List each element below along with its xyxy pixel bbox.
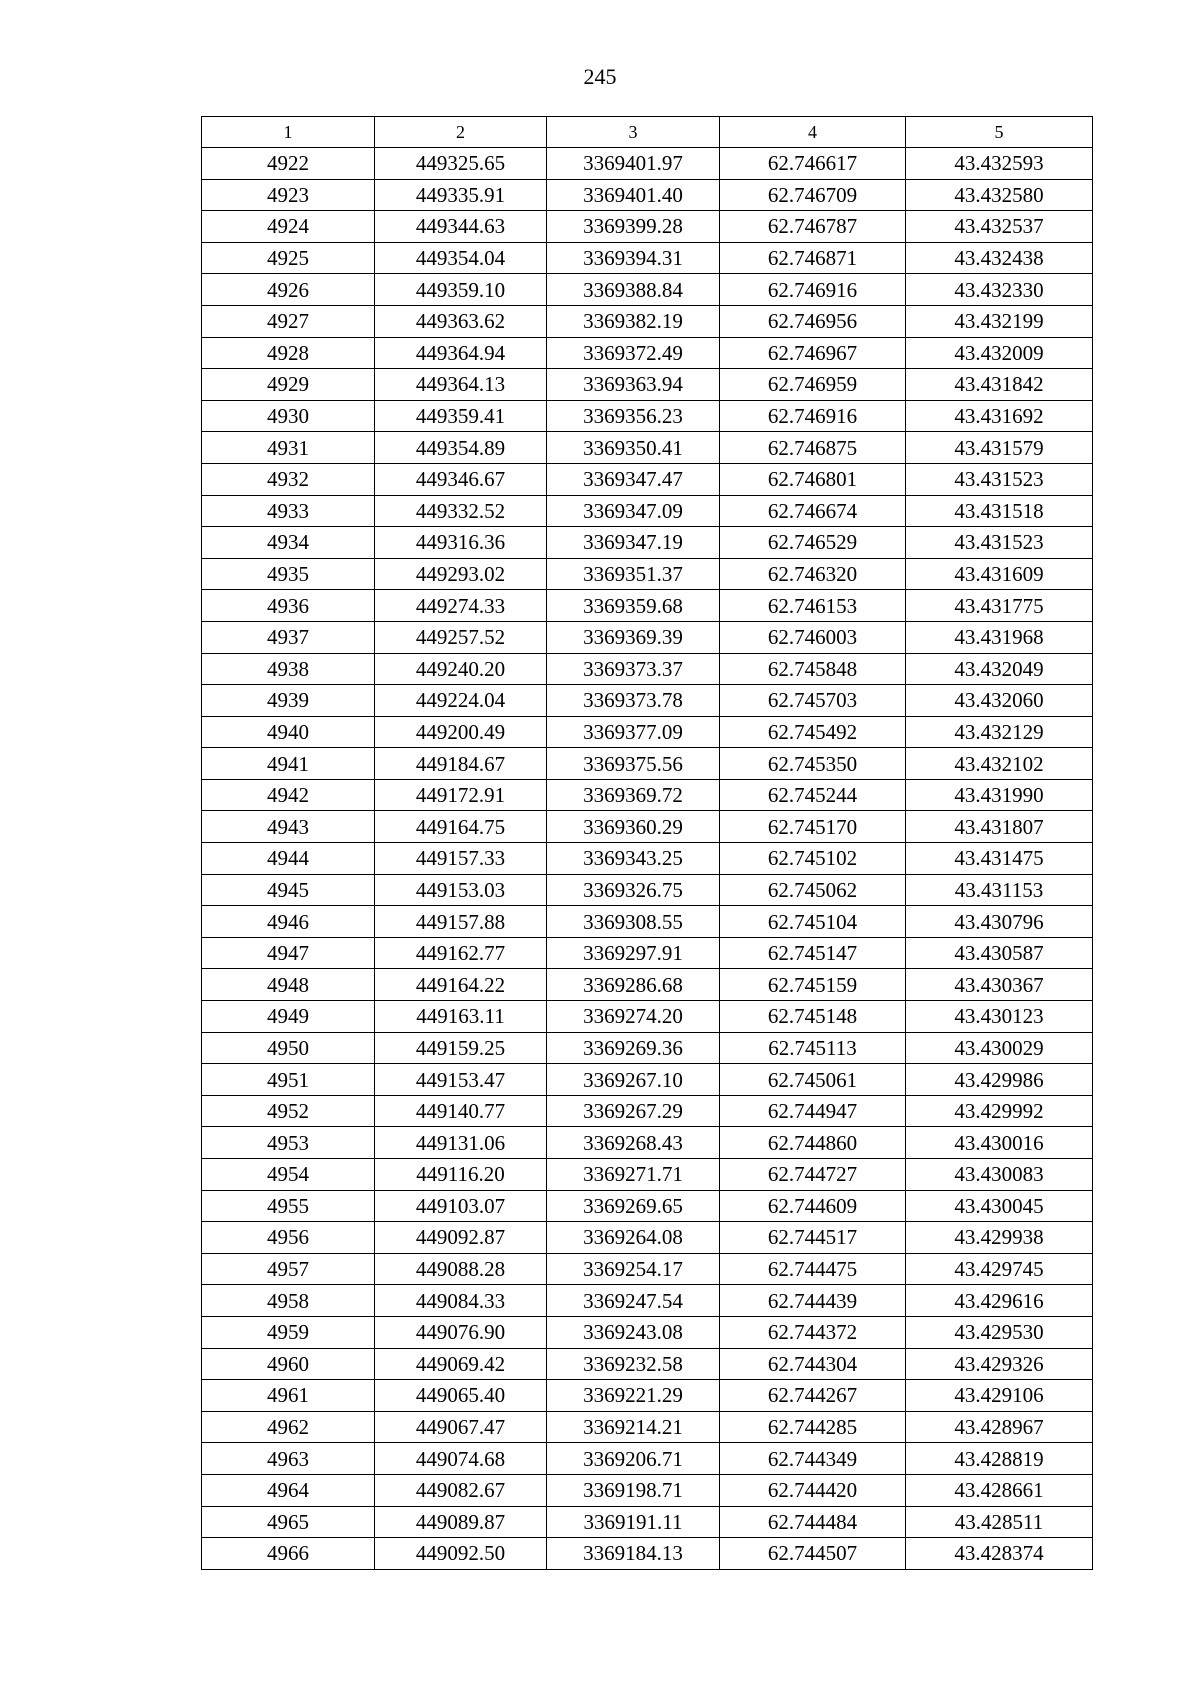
table-cell: 3369232.58 [547, 1348, 720, 1380]
table-cell: 43.431609 [906, 558, 1093, 590]
table-cell: 449164.75 [375, 811, 547, 843]
table-cell: 449103.07 [375, 1190, 547, 1222]
table-cell: 3369206.71 [547, 1443, 720, 1475]
table-cell: 62.744609 [720, 1190, 906, 1222]
table-cell: 43.428511 [906, 1506, 1093, 1538]
table-cell: 43.430367 [906, 969, 1093, 1001]
table-cell: 62.746674 [720, 495, 906, 527]
table-row [202, 1316, 1093, 1348]
table-cell: 3369373.78 [547, 685, 720, 717]
table-cell: 3369401.97 [547, 148, 720, 180]
table-cell: 62.745062 [720, 874, 906, 906]
table-row [202, 432, 1093, 464]
table-cell: 449359.10 [375, 274, 547, 306]
table-cell: 3369247.54 [547, 1285, 720, 1317]
table-cell: 449335.91 [375, 179, 547, 211]
table-row [202, 1253, 1093, 1285]
table-row [202, 811, 1093, 843]
table-row [202, 495, 1093, 527]
table-cell: 449153.47 [375, 1064, 547, 1096]
table-cell: 43.431475 [906, 843, 1093, 875]
table-cell: 62.746003 [720, 621, 906, 653]
table-cell: 4943 [202, 811, 375, 843]
table-cell: 43.430796 [906, 906, 1093, 938]
table-cell: 43.428374 [906, 1538, 1093, 1570]
table-cell: 4931 [202, 432, 375, 464]
table-cell: 449140.77 [375, 1095, 547, 1127]
table-cell: 3369297.91 [547, 937, 720, 969]
table-cell: 449344.63 [375, 211, 547, 243]
table-cell: 62.745244 [720, 779, 906, 811]
table-cell: 62.745147 [720, 937, 906, 969]
table-cell: 3369372.49 [547, 337, 720, 369]
table-cell: 43.430029 [906, 1032, 1093, 1064]
table-cell: 4957 [202, 1253, 375, 1285]
table-cell: 62.746956 [720, 305, 906, 337]
table-cell: 62.745061 [720, 1064, 906, 1096]
table-row [202, 305, 1093, 337]
table-cell: 62.746875 [720, 432, 906, 464]
table-cell: 43.432593 [906, 148, 1093, 180]
table-cell: 3369274.20 [547, 1001, 720, 1033]
table-cell: 4924 [202, 211, 375, 243]
table-cell: 449162.77 [375, 937, 547, 969]
table-cell: 449163.11 [375, 1001, 547, 1033]
table-cell: 3369373.37 [547, 653, 720, 685]
table-cell: 43.431692 [906, 400, 1093, 432]
table-cell: 3369401.40 [547, 179, 720, 211]
table-cell: 449131.06 [375, 1127, 547, 1159]
table-cell: 3369254.17 [547, 1253, 720, 1285]
table-cell: 43.432060 [906, 685, 1093, 717]
table-cell: 62.744349 [720, 1443, 906, 1475]
table-cell: 449157.33 [375, 843, 547, 875]
table-cell: 3369382.19 [547, 305, 720, 337]
table-cell: 4942 [202, 779, 375, 811]
table-cell: 43.430016 [906, 1127, 1093, 1159]
table-cell: 449092.87 [375, 1222, 547, 1254]
table-cell: 449116.20 [375, 1159, 547, 1191]
table-cell: 4948 [202, 969, 375, 1001]
table-row [202, 590, 1093, 622]
table-cell: 43.431842 [906, 369, 1093, 401]
table-cell: 449084.33 [375, 1285, 547, 1317]
table-cell: 3369350.41 [547, 432, 720, 464]
table-cell: 62.744475 [720, 1253, 906, 1285]
table-cell: 62.745102 [720, 843, 906, 875]
table-cell: 449257.52 [375, 621, 547, 653]
table-cell: 62.744420 [720, 1474, 906, 1506]
table-row [202, 1032, 1093, 1064]
table-cell: 4966 [202, 1538, 375, 1570]
table-cell: 43.432049 [906, 653, 1093, 685]
table-cell: 449065.40 [375, 1380, 547, 1412]
table-cell: 4953 [202, 1127, 375, 1159]
table-row [202, 843, 1093, 875]
table-row [202, 969, 1093, 1001]
table-row [202, 400, 1093, 432]
table-row [202, 1443, 1093, 1475]
table-row [202, 685, 1093, 717]
table-row [202, 1190, 1093, 1222]
table-cell: 4923 [202, 179, 375, 211]
table-row [202, 1538, 1093, 1570]
table-cell: 449159.25 [375, 1032, 547, 1064]
table-cell: 4961 [202, 1380, 375, 1412]
table-cell: 62.745113 [720, 1032, 906, 1064]
table-cell: 3369271.71 [547, 1159, 720, 1191]
table-cell: 3369399.28 [547, 211, 720, 243]
table-cell: 3369191.11 [547, 1506, 720, 1538]
table-cell: 62.744372 [720, 1316, 906, 1348]
table-cell: 449069.42 [375, 1348, 547, 1380]
table-row [202, 148, 1093, 180]
table-cell: 3369267.10 [547, 1064, 720, 1096]
table-cell: 4960 [202, 1348, 375, 1380]
table-cell: 62.745492 [720, 716, 906, 748]
table-row [202, 274, 1093, 306]
table-row [202, 1064, 1093, 1096]
table-cell: 3369269.65 [547, 1190, 720, 1222]
table-row [202, 874, 1093, 906]
table-cell: 62.745148 [720, 1001, 906, 1033]
table-cell: 62.746916 [720, 274, 906, 306]
table-cell: 43.428819 [906, 1443, 1093, 1475]
table-cell: 4936 [202, 590, 375, 622]
table-cell: 3369394.31 [547, 242, 720, 274]
table-cell: 449363.62 [375, 305, 547, 337]
table-cell: 62.744947 [720, 1095, 906, 1127]
table-cell: 4925 [202, 242, 375, 274]
table-cell: 62.744727 [720, 1159, 906, 1191]
table-cell: 62.746529 [720, 527, 906, 559]
table-cell: 4964 [202, 1474, 375, 1506]
table-cell: 3369359.68 [547, 590, 720, 622]
table-cell: 3369268.43 [547, 1127, 720, 1159]
table-cell: 4944 [202, 843, 375, 875]
table-cell: 43.431990 [906, 779, 1093, 811]
table-cell: 449224.04 [375, 685, 547, 717]
table-cell: 449089.87 [375, 1506, 547, 1538]
table-cell: 449240.20 [375, 653, 547, 685]
table-header-row [202, 117, 1093, 148]
table-cell: 43.431518 [906, 495, 1093, 527]
table-row [202, 1285, 1093, 1317]
table-cell: 3369269.36 [547, 1032, 720, 1064]
table-cell: 43.432129 [906, 716, 1093, 748]
table-cell: 4929 [202, 369, 375, 401]
table-cell: 449184.67 [375, 748, 547, 780]
table-cell: 43.432330 [906, 274, 1093, 306]
table-row [202, 369, 1093, 401]
table-cell: 4933 [202, 495, 375, 527]
table-cell: 449346.67 [375, 463, 547, 495]
table-cell: 4954 [202, 1159, 375, 1191]
table-cell: 43.432438 [906, 242, 1093, 274]
table-cell: 43.432009 [906, 337, 1093, 369]
table-row [202, 463, 1093, 495]
table-cell: 3369286.68 [547, 969, 720, 1001]
table-cell: 62.746709 [720, 179, 906, 211]
table-cell: 3369184.13 [547, 1538, 720, 1570]
table-row [202, 211, 1093, 243]
table-cell: 62.744517 [720, 1222, 906, 1254]
table-cell: 62.745170 [720, 811, 906, 843]
table-cell: 3369375.56 [547, 748, 720, 780]
table-cell: 449359.41 [375, 400, 547, 432]
table-row [202, 779, 1093, 811]
table-cell: 62.745350 [720, 748, 906, 780]
table-cell: 3369221.29 [547, 1380, 720, 1412]
table-cell: 4947 [202, 937, 375, 969]
table-cell: 62.745159 [720, 969, 906, 1001]
table-row [202, 621, 1093, 653]
table-cell: 449354.89 [375, 432, 547, 464]
coordinates-table [201, 116, 1093, 1570]
table-cell: 43.430083 [906, 1159, 1093, 1191]
table-cell: 62.744267 [720, 1380, 906, 1412]
table-cell: 62.745104 [720, 906, 906, 938]
table-cell: 4958 [202, 1285, 375, 1317]
table-cell: 449074.68 [375, 1443, 547, 1475]
table-cell: 43.431523 [906, 527, 1093, 559]
column-header: 5 [906, 117, 1093, 148]
table-cell: 449325.65 [375, 148, 547, 180]
table-cell: 62.744507 [720, 1538, 906, 1570]
table-cell: 449364.13 [375, 369, 547, 401]
table-cell: 43.430587 [906, 937, 1093, 969]
table-cell: 43.430045 [906, 1190, 1093, 1222]
table-cell: 4946 [202, 906, 375, 938]
table-cell: 449088.28 [375, 1253, 547, 1285]
table-cell: 43.429326 [906, 1348, 1093, 1380]
table-row [202, 527, 1093, 559]
table-row [202, 1380, 1093, 1412]
table-row [202, 1222, 1093, 1254]
table-cell: 43.429616 [906, 1285, 1093, 1317]
table-cell: 4934 [202, 527, 375, 559]
table-cell: 43.432199 [906, 305, 1093, 337]
table-cell: 43.429745 [906, 1253, 1093, 1285]
table-row [202, 1506, 1093, 1538]
table-cell: 4956 [202, 1222, 375, 1254]
table-row [202, 937, 1093, 969]
table-row [202, 337, 1093, 369]
table-cell: 62.744484 [720, 1506, 906, 1538]
table-cell: 62.746959 [720, 369, 906, 401]
table-cell: 3369267.29 [547, 1095, 720, 1127]
table-cell: 62.745848 [720, 653, 906, 685]
table-body [202, 148, 1093, 1570]
column-header: 1 [202, 117, 375, 148]
table-cell: 43.429530 [906, 1316, 1093, 1348]
table-cell: 43.429106 [906, 1380, 1093, 1412]
column-header: 2 [375, 117, 547, 148]
table-cell: 3369369.72 [547, 779, 720, 811]
table-row [202, 1474, 1093, 1506]
table-cell: 4963 [202, 1443, 375, 1475]
table-cell: 43.431807 [906, 811, 1093, 843]
table-cell: 3369264.08 [547, 1222, 720, 1254]
table-cell: 4926 [202, 274, 375, 306]
table-row [202, 1001, 1093, 1033]
table-cell: 62.746617 [720, 148, 906, 180]
table-cell: 3369356.23 [547, 400, 720, 432]
table-cell: 3369347.09 [547, 495, 720, 527]
table-cell: 62.745703 [720, 685, 906, 717]
table-row [202, 1411, 1093, 1443]
table-cell: 4938 [202, 653, 375, 685]
table-cell: 3369198.71 [547, 1474, 720, 1506]
table-cell: 43.432580 [906, 179, 1093, 211]
table-cell: 449274.33 [375, 590, 547, 622]
table-cell: 449172.91 [375, 779, 547, 811]
table-cell: 43.431775 [906, 590, 1093, 622]
table-cell: 4935 [202, 558, 375, 590]
table-cell: 3369347.19 [547, 527, 720, 559]
page-number: 245 [583, 64, 617, 89]
table-cell: 449067.47 [375, 1411, 547, 1443]
table-cell: 62.744304 [720, 1348, 906, 1380]
table-cell: 3369308.55 [547, 906, 720, 938]
table-cell: 449364.94 [375, 337, 547, 369]
table-row [202, 1127, 1093, 1159]
column-header: 3 [547, 117, 720, 148]
table-cell: 43.431968 [906, 621, 1093, 653]
table-cell: 43.429938 [906, 1222, 1093, 1254]
table-cell: 62.746871 [720, 242, 906, 274]
table-cell: 4937 [202, 621, 375, 653]
table-cell: 62.744860 [720, 1127, 906, 1159]
table-cell: 4945 [202, 874, 375, 906]
table-cell: 4930 [202, 400, 375, 432]
table-cell: 4950 [202, 1032, 375, 1064]
table-cell: 4965 [202, 1506, 375, 1538]
table-cell: 3369347.47 [547, 463, 720, 495]
table-cell: 62.744439 [720, 1285, 906, 1317]
table-cell: 4928 [202, 337, 375, 369]
table-cell: 43.429986 [906, 1064, 1093, 1096]
table-cell: 3369343.25 [547, 843, 720, 875]
table-cell: 43.429992 [906, 1095, 1093, 1127]
table-cell: 4951 [202, 1064, 375, 1096]
table-cell: 449200.49 [375, 716, 547, 748]
table-cell: 449164.22 [375, 969, 547, 1001]
table-cell: 3369214.21 [547, 1411, 720, 1443]
table-cell: 3369326.75 [547, 874, 720, 906]
table-cell: 62.744285 [720, 1411, 906, 1443]
table-cell: 4962 [202, 1411, 375, 1443]
table-cell: 43.431579 [906, 432, 1093, 464]
table-cell: 62.746916 [720, 400, 906, 432]
table-cell: 3369243.08 [547, 1316, 720, 1348]
table-row [202, 716, 1093, 748]
table-row [202, 1159, 1093, 1191]
table-row [202, 558, 1093, 590]
table-row [202, 653, 1093, 685]
table-row [202, 179, 1093, 211]
table-row [202, 1095, 1093, 1127]
table-cell: 43.428967 [906, 1411, 1093, 1443]
table-cell: 4941 [202, 748, 375, 780]
table-cell: 43.431523 [906, 463, 1093, 495]
table-row [202, 906, 1093, 938]
table-cell: 43.430123 [906, 1001, 1093, 1033]
table-cell: 449157.88 [375, 906, 547, 938]
table-row [202, 748, 1093, 780]
table-cell: 4927 [202, 305, 375, 337]
table-cell: 4922 [202, 148, 375, 180]
table-cell: 62.746320 [720, 558, 906, 590]
table-cell: 4952 [202, 1095, 375, 1127]
table-cell: 43.432537 [906, 211, 1093, 243]
table-cell: 4949 [202, 1001, 375, 1033]
table-cell: 449332.52 [375, 495, 547, 527]
table-cell: 449354.04 [375, 242, 547, 274]
table-cell: 62.746801 [720, 463, 906, 495]
table-cell: 3369377.09 [547, 716, 720, 748]
table-cell: 43.428661 [906, 1474, 1093, 1506]
table-cell: 449153.03 [375, 874, 547, 906]
table-cell: 62.746153 [720, 590, 906, 622]
table-cell: 449092.50 [375, 1538, 547, 1570]
table-cell: 62.746967 [720, 337, 906, 369]
table-cell: 62.746787 [720, 211, 906, 243]
table-cell: 3369369.39 [547, 621, 720, 653]
table-cell: 4940 [202, 716, 375, 748]
table-cell: 43.432102 [906, 748, 1093, 780]
table-cell: 3369360.29 [547, 811, 720, 843]
table-row [202, 1348, 1093, 1380]
table-cell: 449293.02 [375, 558, 547, 590]
table-cell: 43.431153 [906, 874, 1093, 906]
table-cell: 449316.36 [375, 527, 547, 559]
table-cell: 3369388.84 [547, 274, 720, 306]
table-cell: 3369351.37 [547, 558, 720, 590]
column-header: 4 [720, 117, 906, 148]
table-cell: 449076.90 [375, 1316, 547, 1348]
table-cell: 3369363.94 [547, 369, 720, 401]
table-cell: 4959 [202, 1316, 375, 1348]
table-row [202, 242, 1093, 274]
table-cell: 4955 [202, 1190, 375, 1222]
table-cell: 449082.67 [375, 1474, 547, 1506]
table-cell: 4939 [202, 685, 375, 717]
table-cell: 4932 [202, 463, 375, 495]
